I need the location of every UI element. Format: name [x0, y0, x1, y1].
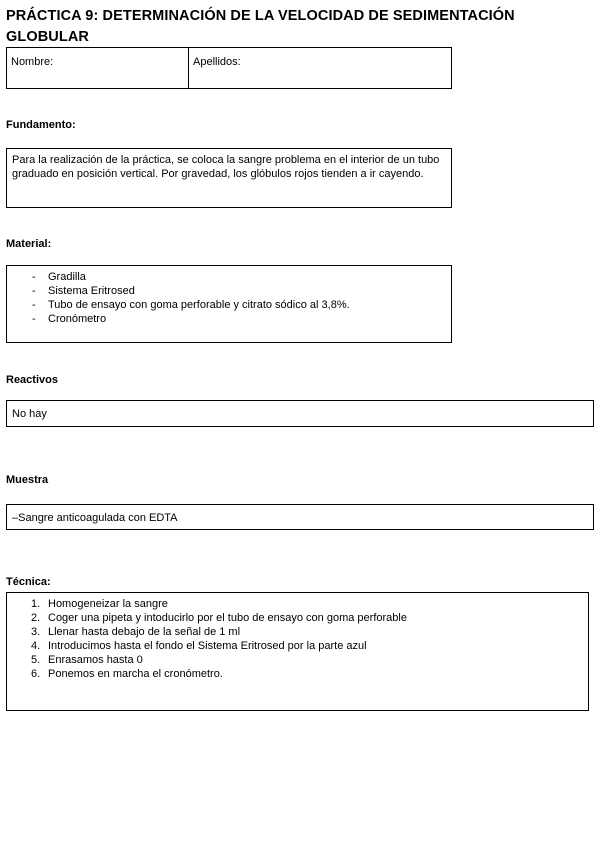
material-item: - Cronómetro	[27, 312, 451, 326]
material-item: - Gradilla	[27, 270, 451, 284]
reactivos-heading: Reactivos	[6, 374, 58, 386]
reactivos-text: No hay	[12, 408, 47, 420]
step-item: Ponemos en marcha el cronómetro.	[48, 668, 223, 680]
step-item: Introducimos hasta el fondo el Sistema Eritrosed por la parte azul	[48, 640, 367, 652]
step-item: Enrasamos hasta 0	[48, 654, 143, 666]
material-item: - Tubo de ensayo con goma perforable y citrato sódico al 3,8%.	[27, 298, 451, 312]
reactivos-box	[6, 400, 594, 427]
fundamento-text: Para la realización de la práctica, se coloca la sangre problema en el interior de un tubo graduado en posición vertical. Por gravedad, los glóbulos rojos tienden a ir cayendo.	[12, 154, 440, 180]
material-item: - Sistema Eritrosed	[27, 284, 451, 298]
material-box	[6, 265, 452, 343]
muestra-heading: Muestra	[6, 474, 49, 486]
apellidos-field[interactable]: Apellidos:	[193, 56, 241, 68]
fundamento-box	[6, 148, 452, 208]
tecnica-steps	[7, 593, 588, 681]
muestra-box	[6, 504, 594, 530]
fundamento-heading: Fundamento:	[6, 119, 76, 131]
step-item: Homogeneizar la sangre	[48, 598, 168, 610]
muestra-text: –Sangre anticoagulada con EDTA	[12, 512, 178, 524]
material-heading: Material:	[6, 238, 52, 250]
nombre-field[interactable]: Nombre:	[7, 48, 189, 88]
student-info-table	[6, 47, 452, 89]
tecnica-heading: Técnica:	[6, 576, 51, 588]
step-item: Coger una pipeta y intoducirlo por el tubo de ensayo con goma perforable	[48, 612, 407, 624]
page-title: PRÁCTICA 9: DETERMINACIÓN DE LA VELOCIDAD DE SEDIMENTACIÓN GLOBULAR	[6, 8, 515, 45]
step-item: Llenar hasta debajo de la señal de 1 ml	[48, 626, 241, 638]
material-list	[7, 266, 451, 326]
tecnica-box	[6, 592, 589, 711]
